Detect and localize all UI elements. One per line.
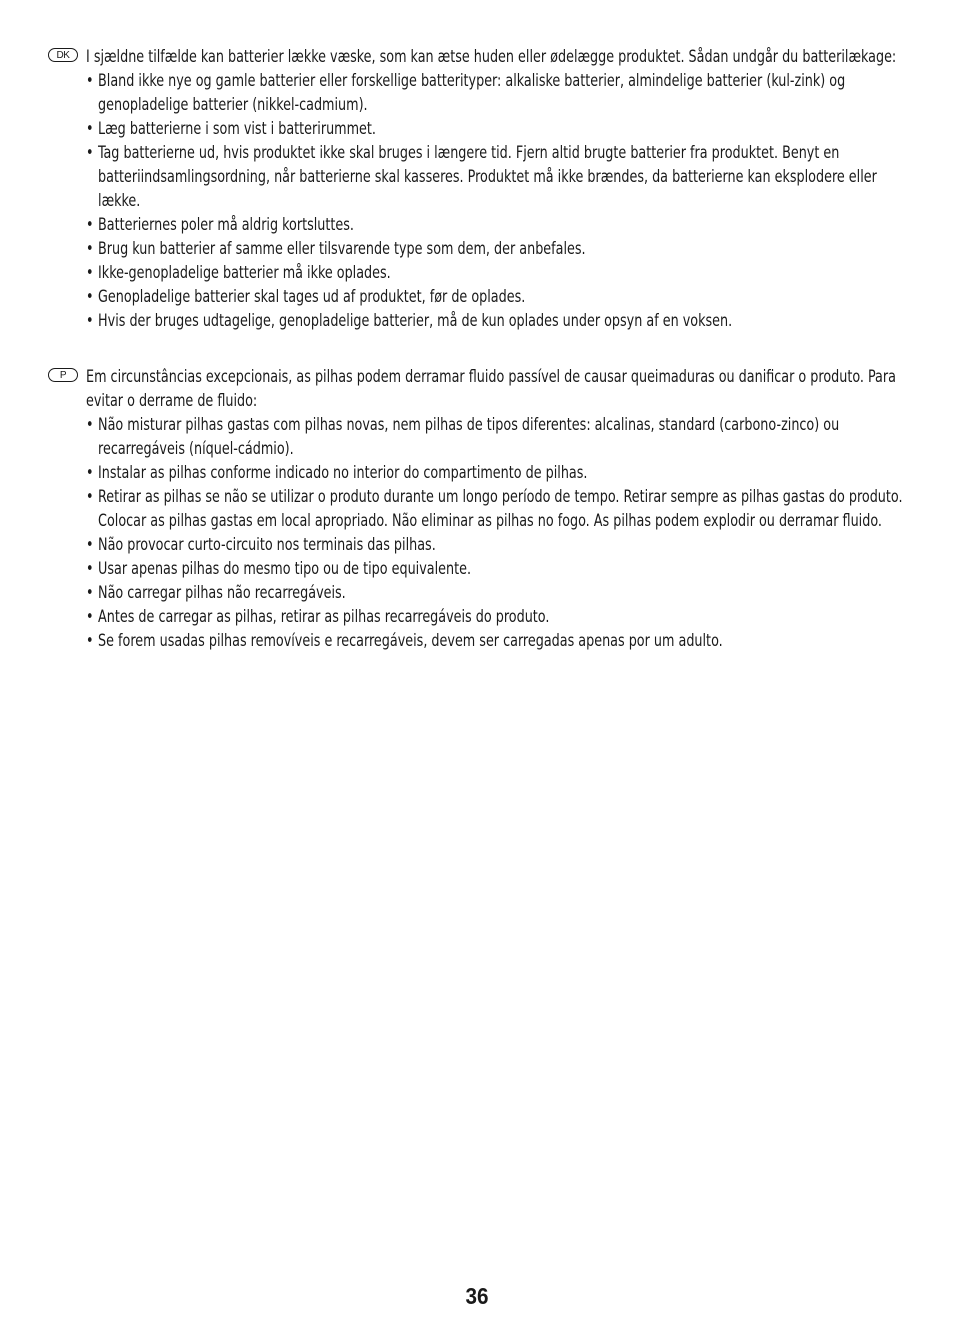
list-item: • Não carregar pilhas não recarregáveis. <box>86 581 922 605</box>
bullet-list <box>48 69 918 333</box>
list-item: • Genopladelige batterier skal tages ud af produktet, før de oplades. <box>86 285 922 309</box>
section-intro: Em circunstâncias excepcionais, as pilhas podem derramar fluido passível de causar queimaduras ou danificar o produto. Para evitar o derrame de fluido: <box>86 367 896 410</box>
list-item: • Bland ikke nye og gamle batterier eller forskellige batterityper: alkaliske batterier, almindelige batterier (kul-zink) og genopladelige batterier (nikkel-cadmium). <box>86 69 922 117</box>
list-item: • Tag batterierne ud, hvis produktet ikke skal bruges i længere tid. Fjern altid brugte batterier fra produktet. Benyt en batteriindsamlingsordning, når batterierne skal kasseres. Produktet må ikke brændes, da batterierne kan eksplodere eller lække. <box>86 141 922 213</box>
list-item: • Instalar as pilhas conforme indicado no interior do compartimento de pilhas. <box>86 461 922 485</box>
list-item: • Não provocar curto-circuito nos terminais das pilhas. <box>86 533 922 557</box>
list-item: • Usar apenas pilhas do mesmo tipo ou de tipo equivalente. <box>86 557 922 581</box>
list-item: • Antes de carregar as pilhas, retirar as pilhas recarregáveis do produto. <box>86 605 922 629</box>
section-danish <box>48 45 918 333</box>
list-item: • Batteriernes poler må aldrig kortsluttes. <box>86 213 922 237</box>
list-item: • Não misturar pilhas gastas com pilhas novas, nem pilhas de tipos diferentes: alcalinas, standard (carbono-zinco) ou recarregáveis (níquel-cádmio). <box>86 413 922 461</box>
list-item: • Ikke-genopladelige batterier må ikke oplades. <box>86 261 922 285</box>
list-item: • Hvis der bruges udtagelige, genopladelige batterier, må de kun oplades under opsyn af en voksen. <box>86 309 922 333</box>
bullet-list <box>48 413 918 653</box>
language-badge-p: P <box>48 368 78 382</box>
list-item: • Retirar as pilhas se não se utilizar o produto durante um longo período de tempo. Retirar sempre as pilhas gastas do produto. Colocar as pilhas gastas em local apropriado. Não eliminar as pilhas no fogo. As pilhas podem explodir ou derramar fluido. <box>86 485 922 533</box>
language-badge-dk: DK <box>48 48 78 62</box>
list-item: • Læg batterierne i som vist i batterirummet. <box>86 117 922 141</box>
page-number: 36 <box>465 1283 489 1309</box>
section-intro: I sjældne tilfælde kan batterier lække væske, som kan ætse huden eller ødelægge produktet. Sådan undgår du batterilækage: <box>86 47 897 66</box>
list-item: • Se forem usadas pilhas removíveis e recarregáveis, devem ser carregadas apenas por um adulto. <box>86 629 922 653</box>
section-portuguese <box>48 365 918 653</box>
list-item: • Brug kun batterier af samme eller tilsvarende type som dem, der anbefales. <box>86 237 922 261</box>
